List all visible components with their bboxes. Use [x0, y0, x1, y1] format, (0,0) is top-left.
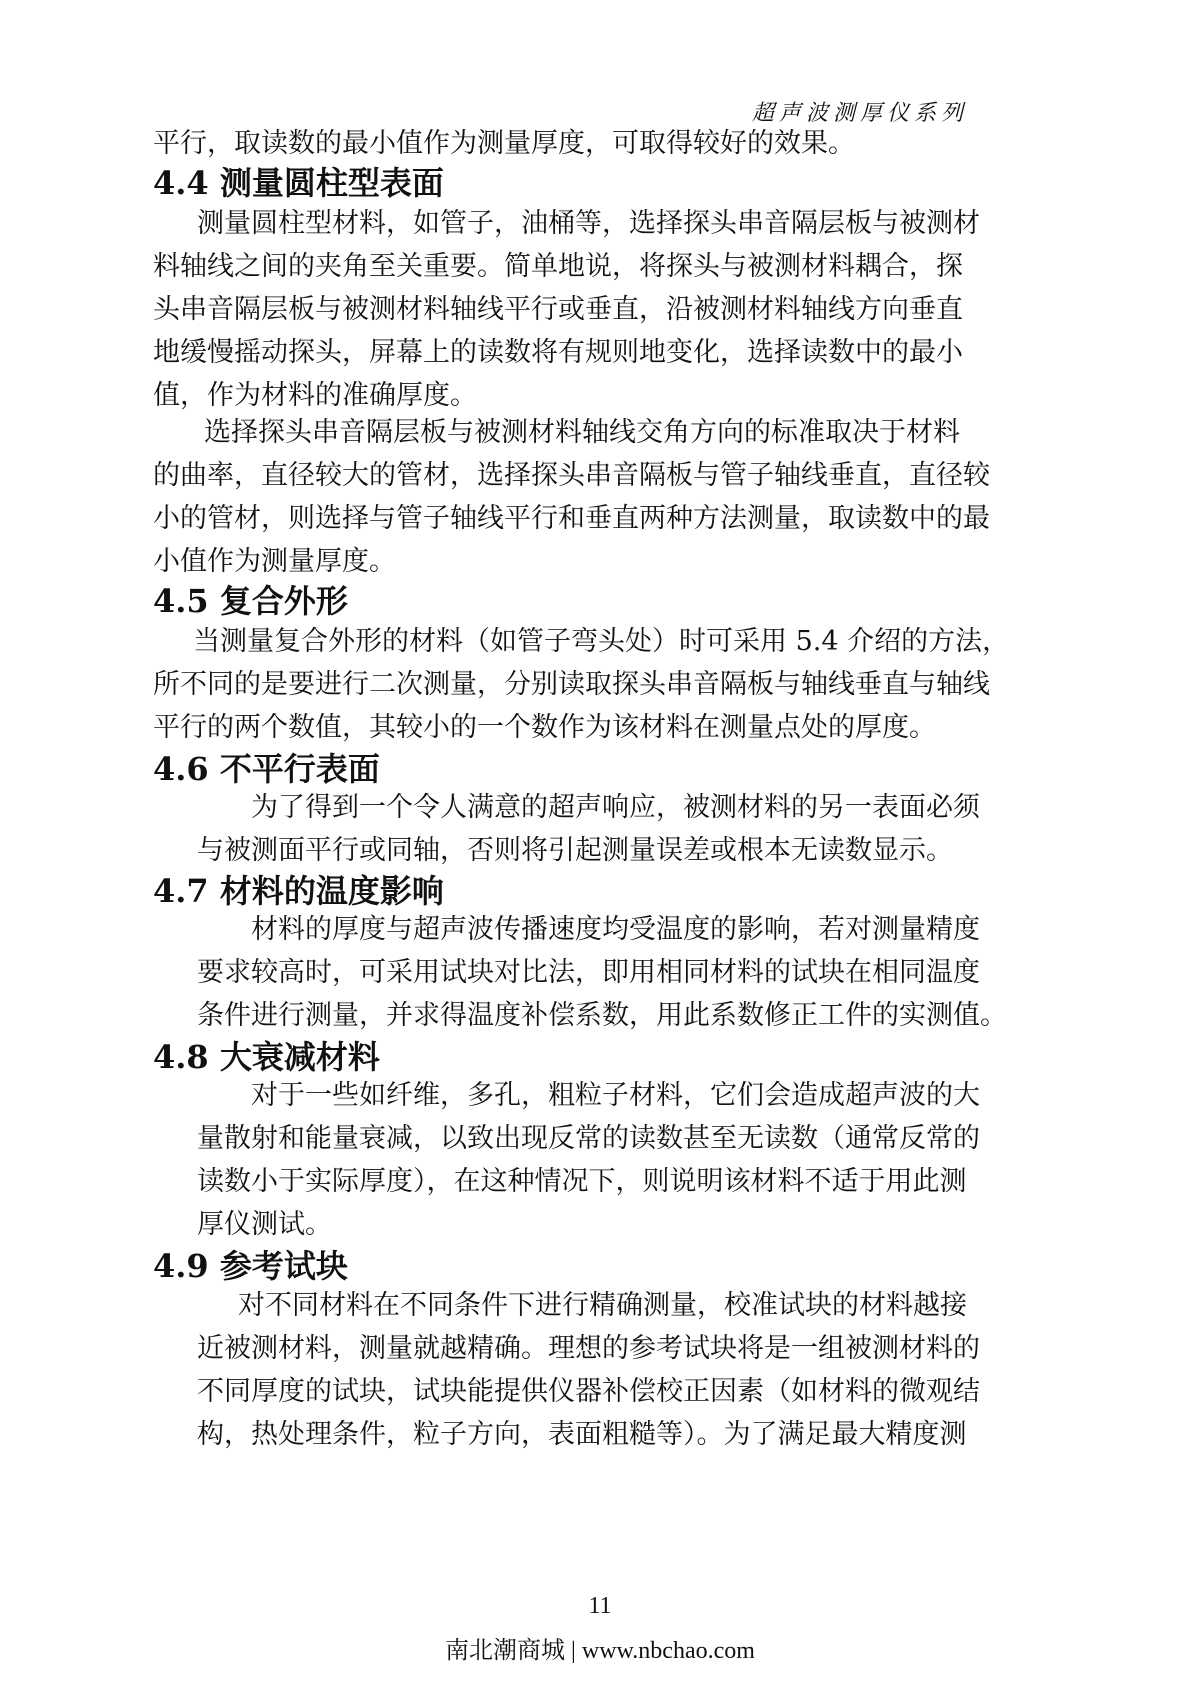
heading-4-4: 4.4 测量圆柱型表面: [153, 164, 444, 202]
heading-4-5: 4.5 复合外形: [153, 582, 348, 620]
s44-p1-line3: 头串音隔层板与被测材料轴线平行或垂直，沿被测材料轴线方向垂直: [153, 294, 963, 325]
s44-p2-line2: 的曲率，直径较大的管材，选择探头串音隔板与管子轴线垂直，直径较: [153, 460, 990, 491]
s48-p1-line3: 读数小于实际厚度），在这种情况下，则说明该材料不适于用此测: [197, 1166, 967, 1197]
heading-4-7: 4.7 材料的温度影响: [153, 872, 444, 910]
s45-p1-line3: 平行的两个数值，其较小的一个数作为该材料在测量点处的厚度。: [153, 712, 936, 743]
s48-p1-line1: 对于一些如纤维，多孔，粗粒子材料，它们会造成超声波的大: [251, 1080, 980, 1111]
heading-4-9: 4.9 参考试块: [153, 1247, 348, 1285]
s44-p1-line1: 测量圆柱型材料，如管子，油桶等，选择探头串音隔层板与被测材: [197, 208, 980, 239]
s44-p1-line2: 料轴线之间的夹角至关重要。简单地说，将探头与被测材料耦合，探: [153, 251, 963, 282]
s44-p2-line3: 小的管材，则选择与管子轴线平行和垂直两种方法测量，取读数中的最: [153, 503, 990, 534]
s44-p1-line4: 地缓慢摇动探头，屏幕上的读数将有规则地变化，选择读数中的最小: [153, 337, 963, 368]
s49-p1-line4: 构，热处理条件，粒子方向，表面粗糙等）。为了满足最大精度测: [197, 1419, 967, 1450]
s46-p1-line1: 为了得到一个令人满意的超声响应，被测材料的另一表面必须: [251, 792, 980, 823]
s44-p2-line4: 小值作为测量厚度。: [153, 546, 396, 577]
heading-4-8: 4.8 大衰减材料: [153, 1038, 380, 1076]
s49-p1-line2: 近被测材料，测量就越精确。理想的参考试块将是一组被测材料的: [197, 1333, 980, 1364]
s46-p1-line2: 与被测面平行或同轴，否则将引起测量误差或根本无读数显示。: [197, 835, 953, 866]
s47-p1-line2: 要求较高时，可采用试块对比法，即用相同材料的试块在相同温度: [197, 957, 980, 988]
series-title: 超声波测厚仪系列: [752, 101, 969, 126]
s47-p1-line3: 条件进行测量，并求得温度补偿系数，用此系数修正工件的实测值。: [197, 1000, 1007, 1031]
heading-4-6: 4.6 不平行表面: [153, 750, 380, 788]
s47-p1-line1: 材料的厚度与超声波传播速度均受温度的影响，若对测量精度: [251, 914, 980, 945]
intro-tail-line: 平行，取读数的最小值作为测量厚度，可取得较好的效果。: [153, 128, 855, 159]
s44-p2-line1: 选择探头串音隔层板与被测材料轴线交角方向的标准取决于材料: [204, 417, 960, 448]
s45-p1-line2: 所不同的是要进行二次测量，分别读取探头串音隔板与轴线垂直与轴线: [153, 669, 990, 700]
s45-p1-line1: 当测量复合外形的材料（如管子弯头处）时可采用 5.4 介绍的方法，: [193, 626, 1010, 657]
s49-p1-line3: 不同厚度的试块，试块能提供仪器补偿校正因素（如材料的微观结: [197, 1376, 980, 1407]
s48-p1-line4: 厚仪测试。: [197, 1209, 332, 1240]
s48-p1-line2: 量散射和能量衰减，以致出现反常的读数甚至无读数（通常反常的: [197, 1123, 980, 1154]
s44-p1-line5: 值，作为材料的准确厚度。: [153, 380, 477, 411]
footer-site-text: 南北潮商城 | www.nbchao.com: [445, 1638, 755, 1664]
page-number: 11: [588, 1593, 612, 1619]
s49-p1-line1: 对不同材料在不同条件下进行精确测量，校准试块的材料越接: [238, 1290, 967, 1321]
